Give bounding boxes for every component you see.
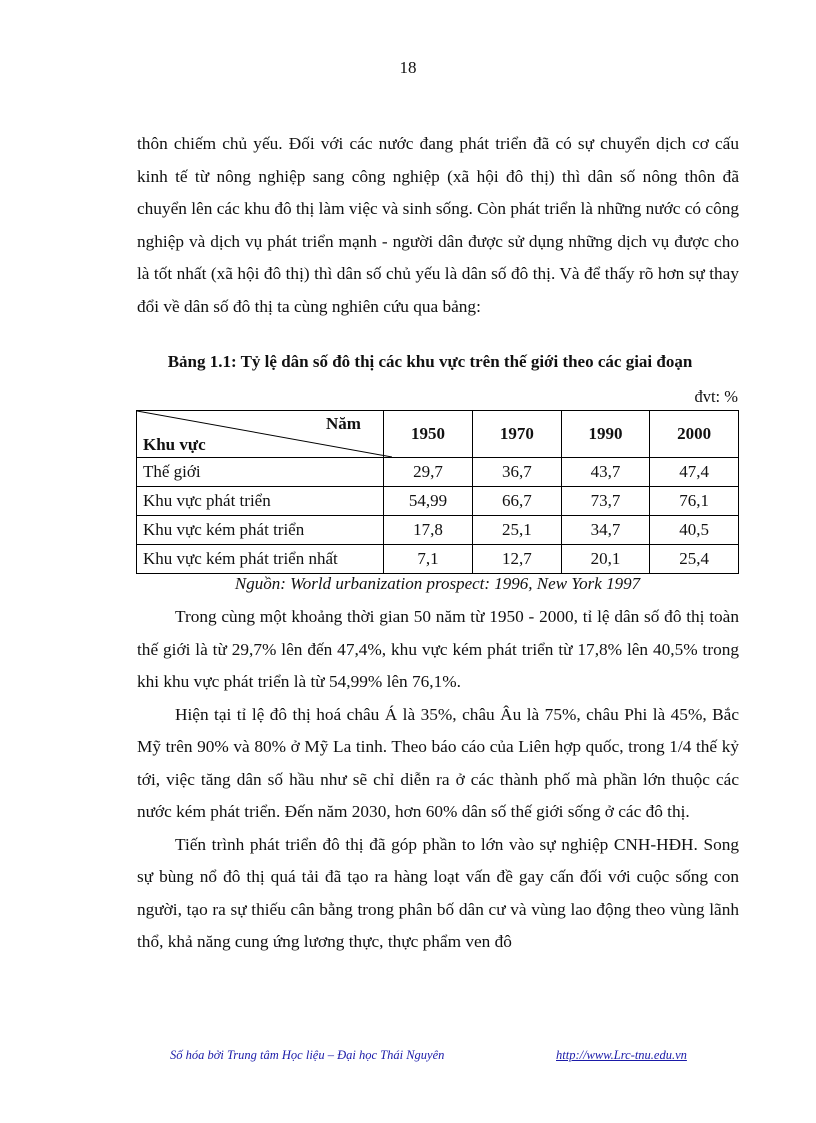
region-cell: Thế giới xyxy=(137,458,384,487)
table-unit: đvt: % xyxy=(694,387,738,406)
table-row xyxy=(137,545,739,574)
region-cell: Khu vực kém phát triển nhất xyxy=(137,545,384,574)
urban-population-table xyxy=(136,410,739,574)
year-header: 1990 xyxy=(561,411,650,458)
footer-attribution: Số hóa bởi Trung tâm Học liệu – Đại học Thái Nguyên xyxy=(170,1048,445,1062)
row-axis-label: Khu vực xyxy=(143,435,206,454)
table-source: Nguồn: World urbanization prospect: 1996, New York 1997 xyxy=(234,574,641,593)
value-cell: 34,7 xyxy=(561,516,650,545)
year-header: 2000 xyxy=(650,411,739,458)
table-row xyxy=(137,516,739,545)
value-cell: 47,4 xyxy=(650,458,739,487)
table-header-row xyxy=(137,411,739,458)
paragraph: Trong cùng một khoảng thời gian 50 năm từ 1950 - 2000, tỉ lệ dân số đô thị toàn thế giới là từ 29,7% lên đến 47,4%, khu vực kém phát triển từ 17,8% lên 40,5% trong khi khu vực phát triển là từ 54,99% lên 76,1%. xyxy=(137,607,739,691)
value-cell: 76,1 xyxy=(650,487,739,516)
paragraph: Hiện tại tỉ lệ đô thị hoá châu Á là 35%, châu Âu là 75%, châu Phi là 45%, Bắc Mỹ trên 90% và 80% ở Mỹ La tinh. Theo báo cáo của Liên hợp quốc, trong 1/4 thế kỷ tới, việc tăng dân số hầu như sẽ chỉ diễn ra ở các thành phố mà phần lớn thuộc các nước kém phát triển. Đến năm 2030, hơn 60% dân số thế giới sống ở các đô thị. xyxy=(137,704,739,821)
column-axis-label: Năm xyxy=(325,414,361,433)
table-caption: Bảng 1.1: Tỷ lệ dân số đô thị các khu vực trên thế giới theo các giai đoạn xyxy=(167,352,693,371)
value-cell: 7,1 xyxy=(383,545,472,574)
table-row xyxy=(137,487,739,516)
value-cell: 40,5 xyxy=(650,516,739,545)
year-header: 1950 xyxy=(383,411,472,458)
body-text-bottom xyxy=(137,601,739,959)
paragraph: thôn chiếm chủ yếu. Đối với các nước đang phát triển đã có sự chuyển dịch cơ cấu kinh tế từ nông nghiệp sang công nghiệp (xã hội đô thị) thì dân số nông thôn đã chuyển lên các khu đô thị làm việc và sinh sống. Còn phát triển là những nước có công nghiệp và dịch vụ phát triển mạnh - người dân được sử dụng những dịch vụ được cho là tốt nhất (xã hội đô thị) thì dân số chủ yếu là dân số đô thị. Và để thấy rõ hơn sự thay đổi về dân số đô thị ta cùng nghiên cứu qua bảng: xyxy=(137,134,739,316)
value-cell: 73,7 xyxy=(561,487,650,516)
page-number: 18 xyxy=(399,58,417,77)
paragraph: Tiến trình phát triển đô thị đã góp phần to lớn vào sự nghiệp CNH-HĐH. Song sự bùng nổ đô thị quá tải đã tạo ra hàng loạt vấn đề gay cấn đối với cuộc sống con người, tạo ra sự thiếu cân bằng trong phân bố dân cư và vùng lao động theo vùng lãnh thổ, khả năng cung ứng lương thực, thực phẩm ven đô xyxy=(137,834,739,951)
year-header: 1970 xyxy=(472,411,561,458)
value-cell: 17,8 xyxy=(383,516,472,545)
value-cell: 66,7 xyxy=(472,487,561,516)
table-corner-cell xyxy=(137,411,384,458)
value-cell: 25,4 xyxy=(650,545,739,574)
value-cell: 43,7 xyxy=(561,458,650,487)
region-cell: Khu vực phát triển xyxy=(137,487,384,516)
value-cell: 29,7 xyxy=(383,458,472,487)
value-cell: 54,99 xyxy=(383,487,472,516)
table-row xyxy=(137,458,739,487)
body-text-top xyxy=(137,128,739,323)
value-cell: 12,7 xyxy=(472,545,561,574)
value-cell: 25,1 xyxy=(472,516,561,545)
region-cell: Khu vực kém phát triển xyxy=(137,516,384,545)
value-cell: 36,7 xyxy=(472,458,561,487)
footer-link[interactable]: http://www.Lrc-tnu.edu.vn xyxy=(556,1048,687,1062)
value-cell: 20,1 xyxy=(561,545,650,574)
